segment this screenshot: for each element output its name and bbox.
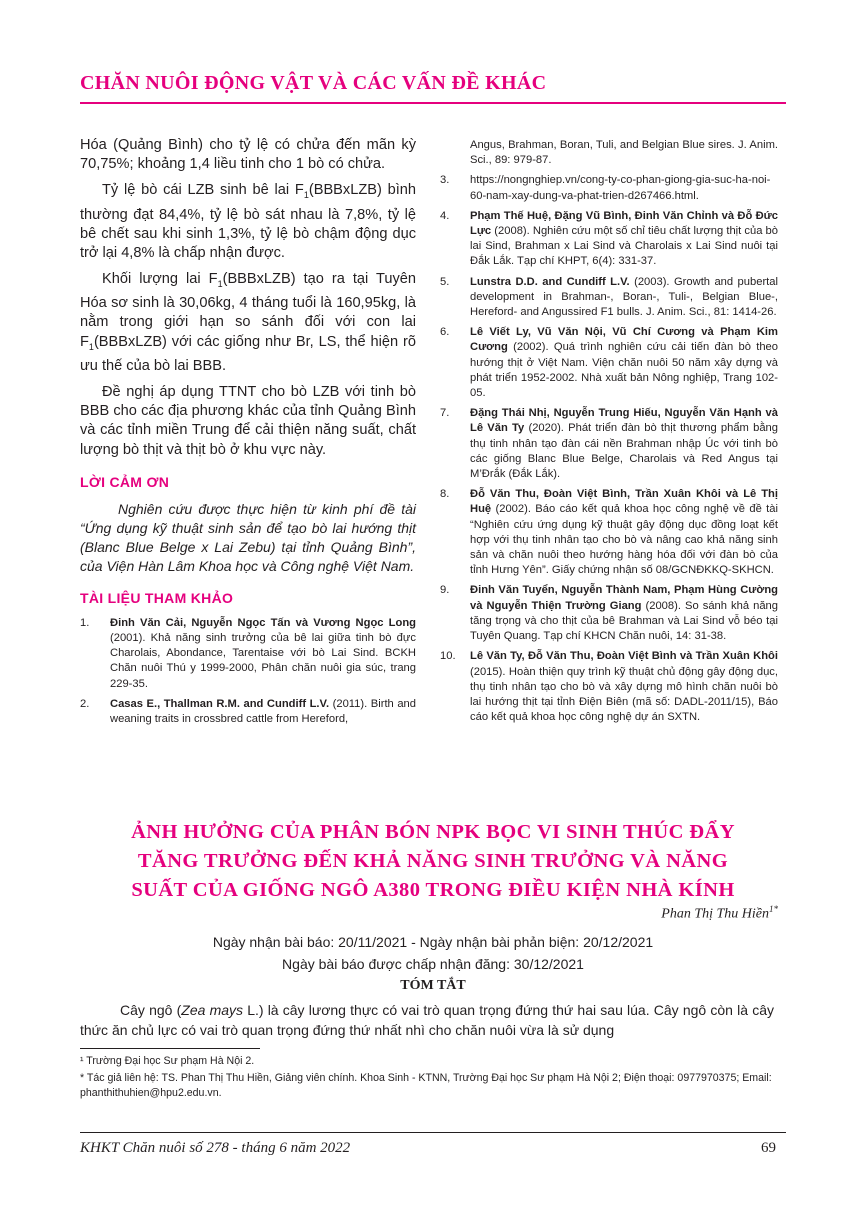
- reference-item: [80, 697, 416, 727]
- article-title-line-3: SUẤT CỦA GIỐNG NGÔ A380 TRONG ĐIỀU KIỆN NHÀ KÍNH: [131, 879, 735, 901]
- footnote-affiliation: ¹ Trường Đại học Sư phạm Hà Nội 2.: [80, 1055, 255, 1067]
- reference-item: [80, 616, 416, 692]
- right-column: [440, 138, 778, 730]
- reference-text: Angus, Brahman, Boran, Tuli, and Belgian Blue sires. J. Anim. Sci., 89: 979-87.: [470, 139, 778, 167]
- acknowledgement-heading: LỜI CẢM ƠN: [80, 473, 170, 490]
- reference-authors: Đỗ Văn Thu, Đoàn Việt Bình, Trần Xuân Khôi và Lê Thị Huệ: [470, 488, 778, 516]
- received-dates: Ngày nhận bài báo: 20/11/2021 - Ngày nhận bài phản biện: 20/12/2021: [212, 934, 654, 950]
- paragraph-3: Khối lượng lai $F_1(BBBxLZB)$ tạo ra tại Tuyên Hóa sơ sinh là 30,06kg, 4 tháng tuổi là 160,95kg, là nằm trong giới hạn so sánh đối với con lai $F_1(BBBxLZB)$ với các giống như Br, LS, thể hiện rõ ưu thế của bò lai BBB.: [80, 271, 417, 374]
- reference-text: (2015). Hoàn thiện quy trình kỹ thuật chủ động gây động dục, thụ tinh nhân tạo cho bò và xây dựng mô hình chăn nuôi bò lai hướng thịt tại tỉnh Điện Biên (mã số: DADL-2011/15), Báo cáo kết quả khoa học công nghệ dự án SXTN.: [470, 665, 778, 724]
- header-divider: [80, 102, 786, 104]
- reference-number: 10.: [440, 650, 456, 663]
- reference-list-right: [440, 138, 778, 725]
- journal-footer: KHKT Chăn nuôi số 278 - tháng 6 năm 2022: [80, 1140, 351, 1156]
- reference-text: (2003). Growth and pubertal development in Brahman-, Boran-, Tuli-, Belgian Blue-, Hereford- and Angussired F1 bulls. J. Anim. Sci., 81: 1414-26.: [470, 275, 778, 319]
- reference-number: 5.: [440, 275, 450, 288]
- reference-item: [440, 138, 778, 168]
- reference-text: (2020). Phát triển đàn bò thịt thương phẩm bằng thụ tinh nhân tạo đàn cái nền Brahman nhập Úc với tinh bò các giống Blanc Blue Belge, Charolais và Red Angus tại M’Đrắk (Đắk Lắk).: [470, 422, 778, 481]
- paragraph-1: Hóa (Quảng Bình) cho tỷ lệ có chửa đến mãn kỳ 70,75%; khoảng 1,4 liều tinh cho 1 bò có chửa.: [80, 137, 416, 173]
- reference-text: (2002). Báo cáo kết quả khoa học công nghệ về đề tài “Nghiên cứu ứng dụng kỹ thuật gây động dục đồng loạt kết hợp với thụ tinh nhân tạo cho bò và nâng cao khả năng sinh sản và chăn nuôi theo hướng hàng hóa đối với đàn bò của tỉnh Hưng Yên”. Giấy chứng nhận số 08/GCNĐKKQ-SKHCN.: [470, 503, 778, 577]
- reference-authors: Đinh Văn Cải, Nguyễn Ngọc Tấn và Vương Ngọc Long: [110, 616, 416, 629]
- reference-number: 6.: [440, 326, 450, 339]
- reference-list-left: [80, 616, 416, 727]
- left-column: [80, 136, 416, 732]
- reference-item: [440, 275, 778, 321]
- reference-text: (2001). Khả năng sinh trưởng của bê lai giữa tinh bò đực Charolais, Abondance, Tarentaise với bò Lai Sind. BCKH Chăn nuôi Thú y 1999-2000, Phân chăn nuôi gia súc, trang 229-35.: [110, 631, 416, 690]
- acknowledgement-text: Nghiên cứu được thực hiện từ kinh phí đề tài “Ứng dụng kỹ thuật sinh sản để tạo bò lai hướng thịt (Blanc Blue Belge x Lai Zebu) tại tỉnh Quảng Bình”, của Viện Hàn Lâm Khoa học và Công nghệ Việt Nam.: [80, 500, 416, 574]
- article-title: [80, 818, 786, 905]
- reference-number: 3.: [440, 174, 450, 187]
- reference-item: [440, 406, 778, 482]
- reference-item: [440, 173, 778, 203]
- accepted-date: Ngày bài báo được chấp nhận đăng: 30/12/2021: [282, 956, 584, 972]
- reference-text: https://nongnghiep.vn/cong-ty-co-phan-giong-gia-suc-ha-noi-60-nam-xay-dung-va-phat-trien-d267466.html.: [470, 174, 771, 202]
- footer-divider: [80, 1132, 786, 1133]
- section-header: CHĂN NUÔI ĐỘNG VẬT VÀ CÁC VẤN ĐỀ KHÁC: [80, 72, 547, 94]
- reference-number: 2.: [80, 697, 90, 710]
- reference-authors: Casas E., Thallman R.M. and Cundiff L.V.: [110, 697, 330, 710]
- reference-authors: Đặng Thái Nhị, Nguyễn Trung Hiếu, Nguyễn Văn Hạnh và Lê Văn Ty: [470, 407, 778, 435]
- reference-number: 9.: [440, 584, 450, 597]
- article-title-line-1: ẢNH HƯỞNG CỦA PHÂN BÓN NPK BỌC VI SINH THÚC ĐẨY: [131, 821, 735, 843]
- reference-item: [440, 487, 778, 578]
- reference-number: 8.: [440, 488, 450, 501]
- reference-text: (2002). Quá trình nghiên cứu cải tiến đàn bò theo hướng thịt ở Việt Nam. Viện chăn nuôi 50 năm xây dựng và phát triển 1952-2002. Nhà xuất bản Nông nghiệp, Trang 102-05.: [470, 341, 778, 400]
- reference-authors: Phạm Thế Huệ, Đặng Vũ Bình, Đinh Văn Chỉnh và Đỗ Đức Lực: [470, 209, 778, 238]
- abstract-heading: TÓM TẮT: [400, 978, 466, 993]
- reference-authors: Đinh Văn Tuyển, Nguyễn Thành Nam, Phạm Hùng Cường và Nguyễn Thiện Trường Giang: [470, 584, 778, 612]
- article-title-line-2: TĂNG TRƯỞNG ĐẾN KHẢ NĂNG SINH TRƯỞNG VÀ NĂNG: [137, 850, 729, 872]
- reference-item: [440, 649, 778, 725]
- article-author: Phan Thị Thu Hiền$^{1*}$: [661, 904, 778, 922]
- reference-authors: Lunstra D.D. and Cundiff L.V.: [470, 275, 630, 288]
- reference-number: 7.: [440, 407, 450, 420]
- reference-number: 4.: [440, 209, 450, 222]
- reference-item: [440, 325, 778, 401]
- footnote-contact: * Tác giả liên hệ: TS. Phan Thị Thu Hiền, Giảng viên chính. Khoa Sinh - KTNN, Trường Đại học Sư phạm Hà Nội 2; Điện thoại: 0977970375; Email: phanthithuhien@hpu2.edu.vn.: [80, 1072, 772, 1099]
- reference-item: [440, 583, 778, 644]
- paragraph-2: Tỷ lệ bò cái LZB sinh bê lai $F_1(BBBxLZB)$ bình thường đạt 84,4%, tỷ lệ bò sát nhau là 7,8%, tỷ lệ bê chết sau khi sinh 1,3%, tỷ lệ bò chậm động dục trở lại 4,8% là chấp nhận được.: [80, 182, 416, 261]
- paragraph-4: Đề nghị áp dụng TTNT cho bò LZB với tinh bò BBB cho các địa phương khác của tỉnh Quảng Bình và các tỉnh miền Trung để cải thiện năng suất, chất lượng bò thịt và thịt bò ở khu vực này.: [80, 383, 416, 458]
- reference-number: 1.: [80, 616, 90, 629]
- abstract-text: Cây ngô (Zea mays L.) là cây lương thực có vai trò quan trọng đứng thứ hai sau lúa. Cây ngô còn là cây thức ăn chủ lực có vai trò quan trọng đứng thứ nhất nhì cho chăn nuôi vừa là sử dụng: [80, 1002, 774, 1038]
- references-heading: TÀI LIỆU THAM KHẢO: [80, 589, 234, 606]
- footnote-divider: [80, 1048, 260, 1049]
- reference-authors: Lê Viết Ly, Vũ Văn Nội, Vũ Chí Cương và Phạm Kim Cương: [470, 326, 778, 354]
- reference-text: (2008). So sánh khả năng tăng trọng và cho thịt của bê Brahman và Lai Sind vỗ béo tại Tuyên Quang. Tạp chí KHCN Chăn nuôi, 14: 31-38.: [470, 599, 778, 643]
- reference-text: (2011). Birth and weaning traits in crossbred cattle from Hereford,: [110, 697, 416, 725]
- page-number: 69: [761, 1140, 776, 1156]
- reference-authors: Lê Văn Ty, Đỗ Văn Thu, Đoàn Việt Bình và Trần Xuân Khôi: [470, 650, 778, 663]
- reference-text: (2008). Nghiên cứu một số chỉ tiêu chất lượng thịt của bò lai Sind, Brahman x Lai Sind và Charolais x Lai Sind nuôi tại Đắk Lắk. Tạp chí KHPT, 6(4): 331-37.: [470, 225, 778, 268]
- reference-item: [440, 209, 778, 270]
